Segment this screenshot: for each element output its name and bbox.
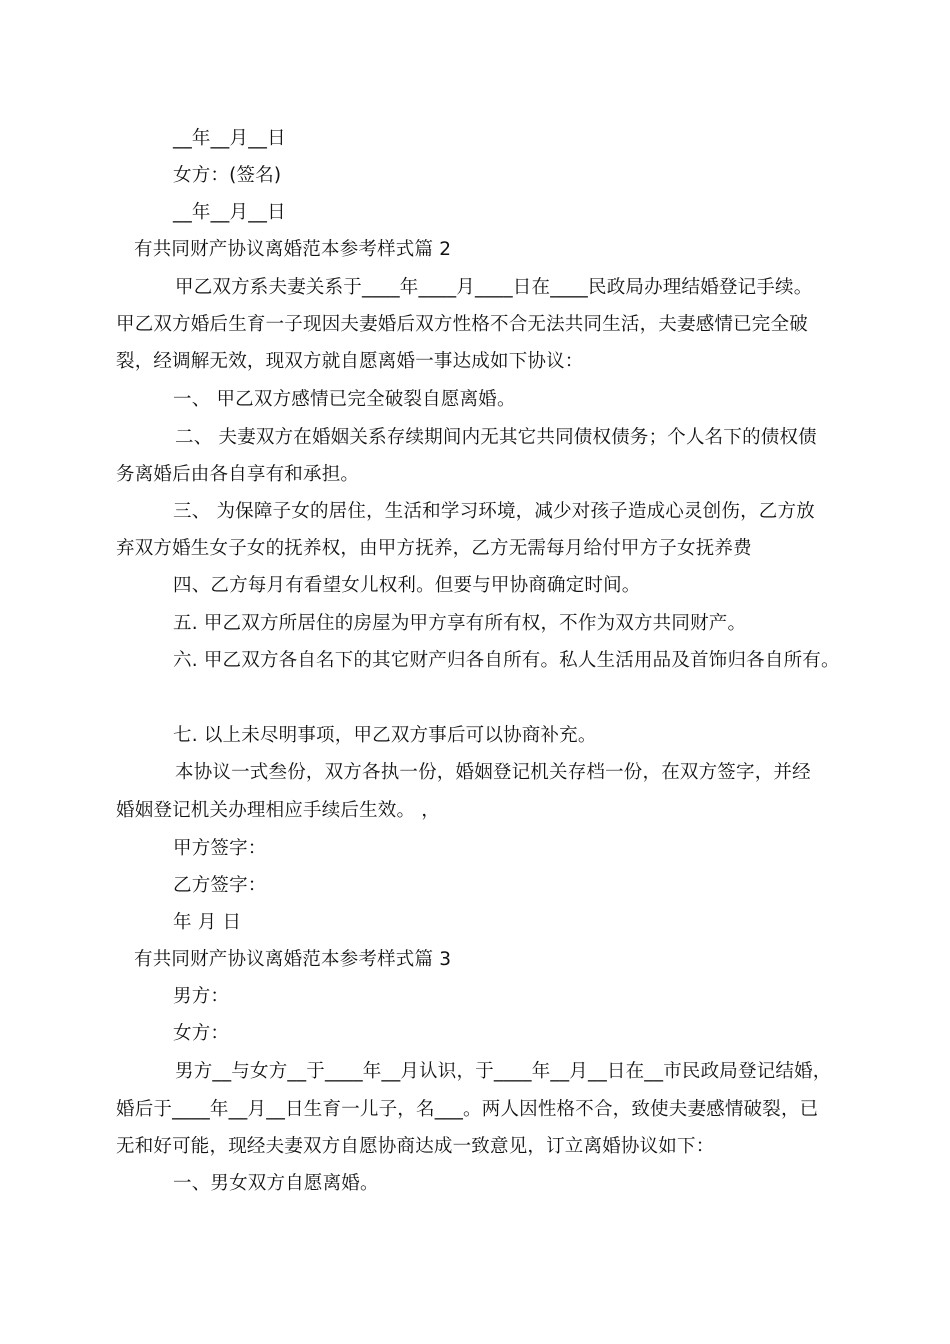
clause-line: 一、男女双方自愿离婚。 [173, 1173, 379, 1194]
section-heading: 有共同财产协议离婚范本参考样式篇 3 [134, 949, 452, 970]
female-party-line: 女方： [173, 1023, 230, 1044]
clause-line: 务离婚后由各自享有和承担。 [116, 464, 360, 485]
paragraph-line: 甲乙双方系夫妻关系于____年____月____日在____民政局办理结婚登记手续。 [175, 277, 813, 298]
section-heading: 有共同财产协议离婚范本参考样式篇 2 [134, 239, 452, 260]
date-line: __年__月__日 [173, 128, 286, 149]
female-signature-line: 女方：(签名) [173, 165, 282, 186]
clause-line: 七. 以上未尽明事项，甲乙双方事后可以协商补充。 [173, 725, 597, 746]
paragraph-line: 无和好可能，现经夫妻双方自愿协商达成一致意见，订立离婚协议如下： [116, 1136, 715, 1157]
clause-line: 三、 为保障子女的居住，生活和学习环境，减少对孩子造成心灵创伤，乙方放 [173, 501, 815, 522]
male-party-line: 男方： [173, 986, 230, 1007]
party-b-signature-line: 乙方签字： [173, 875, 267, 896]
party-a-signature-line: 甲方签字： [173, 838, 267, 859]
clause-line: 弃双方婚生女子女的抚养权，由甲方抚养，乙方无需每月给付甲方子女抚养费 [116, 538, 752, 559]
paragraph-line: 婚姻登记机关办理相应手续后生效。 ， [116, 800, 440, 821]
clause-line: 一、 甲乙双方感情已完全破裂自愿离婚。 [173, 389, 516, 410]
date-line: 年 月 日 [173, 912, 242, 933]
clause-line: 二、 夫妻双方在婚姻关系存续期间内无其它共同债权债务；个人名下的债权债 [175, 427, 817, 448]
paragraph-line: 婚后于____年__月__日生育一儿子，名___。两人因性格不合，致使夫妻感情破裂，已 [116, 1099, 819, 1120]
date-line: __年__月__日 [173, 202, 286, 223]
clause-line: 五. 甲乙双方所居住的房屋为甲方享有所有权，不作为双方共同财产。 [173, 613, 747, 634]
clause-line: 四、乙方每月有看望女儿权利。但要与甲协商确定时间。 [173, 575, 641, 596]
paragraph-line: 甲乙双方婚后生育一子现因夫妻婚后双方性格不合无法共同生活，夫妻感情已完全破 [116, 314, 808, 335]
paragraph-line: 裂，经调解无效，现双方就自愿离婚一事达成如下协议： [116, 351, 584, 372]
paragraph-line: 本协议一式叁份，双方各执一份，婚姻登记机关存档一份，在双方签字，并经 [175, 762, 811, 783]
paragraph-line: 男方__与女方__于____年__月认识，于____年__月__日在__市民政局登记结婚， [175, 1061, 832, 1082]
clause-line: 六. 甲乙双方各自名下的其它财产归各自所有。私人生活用品及首饰归各自所有。 [173, 650, 840, 671]
